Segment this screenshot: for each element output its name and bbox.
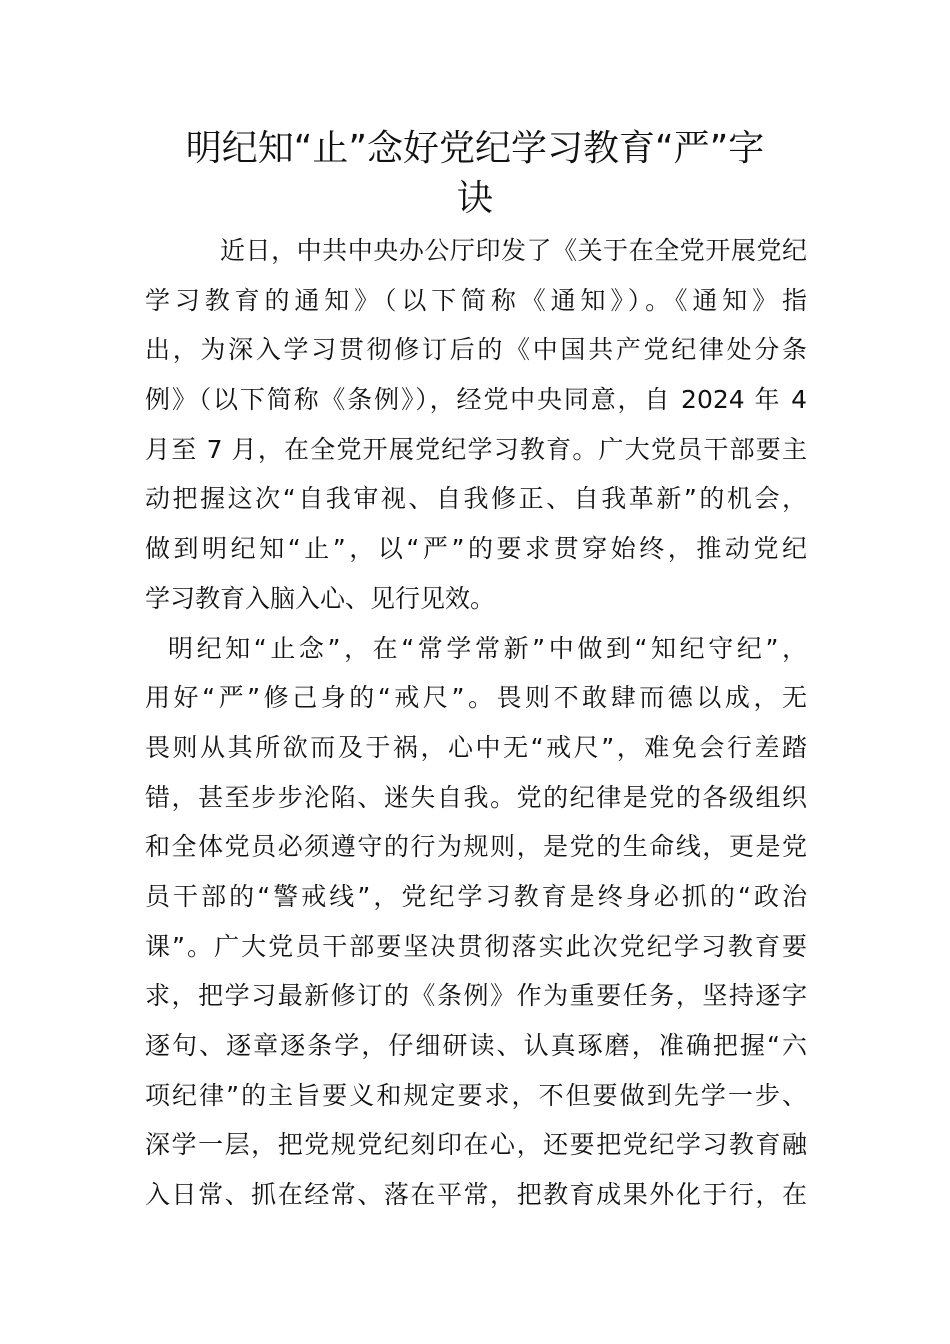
- text-line: 明纪知“止念”，在“常学常新”中做到“知纪守纪”，: [168, 633, 807, 663]
- text-line: 动把握这次“自我审视、自我修正、自我革新”的机会，: [145, 484, 807, 514]
- text-line: 和全体党员必须遵守的行为规则，是党的生命线，更是党: [145, 832, 807, 862]
- text-line: 员干部的“警戒线”，党纪学习教育是终身必抓的“政治: [145, 881, 807, 911]
- text-line: 深学一层，把党规党纪刻印在心，还要把党纪学习教育融: [145, 1130, 807, 1160]
- title-line-1: 明纪知“止”念好党纪学习教育“严”字: [185, 128, 765, 169]
- document-body: [145, 226, 807, 1220]
- title-line-2: 诀: [456, 178, 493, 219]
- text-line: 求，把学习最新修订的《条例》作为重要任务，坚持逐字: [145, 981, 807, 1011]
- text-line: 例》（以下简称《条例》），经党中央同意，自 2024 年 4: [145, 385, 807, 415]
- text-line: 学习教育的通知》（以下简称《通知》）。《通知》指: [145, 285, 807, 315]
- text-line: 逐句、逐章逐条学，仔细研读、认真琢磨，准确把握“六: [145, 1031, 807, 1060]
- text-line: 课”。广大党员干部要坚决贯彻落实此次党纪学习教育要: [145, 931, 807, 961]
- text-line: 学习教育入脑入心、见行见效。: [145, 583, 496, 613]
- text-line: 入日常、抓在经常、落在平常，把教育成果外化于行，在: [145, 1180, 807, 1210]
- text-line: 近日，中共中央办公厅印发了《关于在全党开展党纪: [220, 236, 807, 265]
- text-line: 做到明纪知“止”，以“严”的要求贯穿始终，推动党纪: [145, 534, 807, 564]
- text-line: 错，甚至步步沦陷、迷失自我。党的纪律是党的各级组织: [145, 782, 807, 812]
- page-title: [145, 124, 805, 224]
- text-line: 畏则从其所欲而及于祸，心中无“戒尺”，难免会行差踏: [145, 732, 807, 762]
- text-line: 月至 7 月，在全党开展党纪学习教育。广大党员干部要主: [145, 434, 807, 464]
- text-line: 用好“严”修己身的“戒尺”。畏则不敢肆而德以成，无: [145, 683, 807, 713]
- paragraph-1: [145, 226, 807, 624]
- text-line: 项纪律”的主旨要义和规定要求，不但要做到先学一步、: [145, 1080, 807, 1110]
- paragraph-2: [145, 624, 807, 1220]
- text-line: 出，为深入学习贯彻修订后的《中国共产党纪律处分条: [145, 335, 807, 365]
